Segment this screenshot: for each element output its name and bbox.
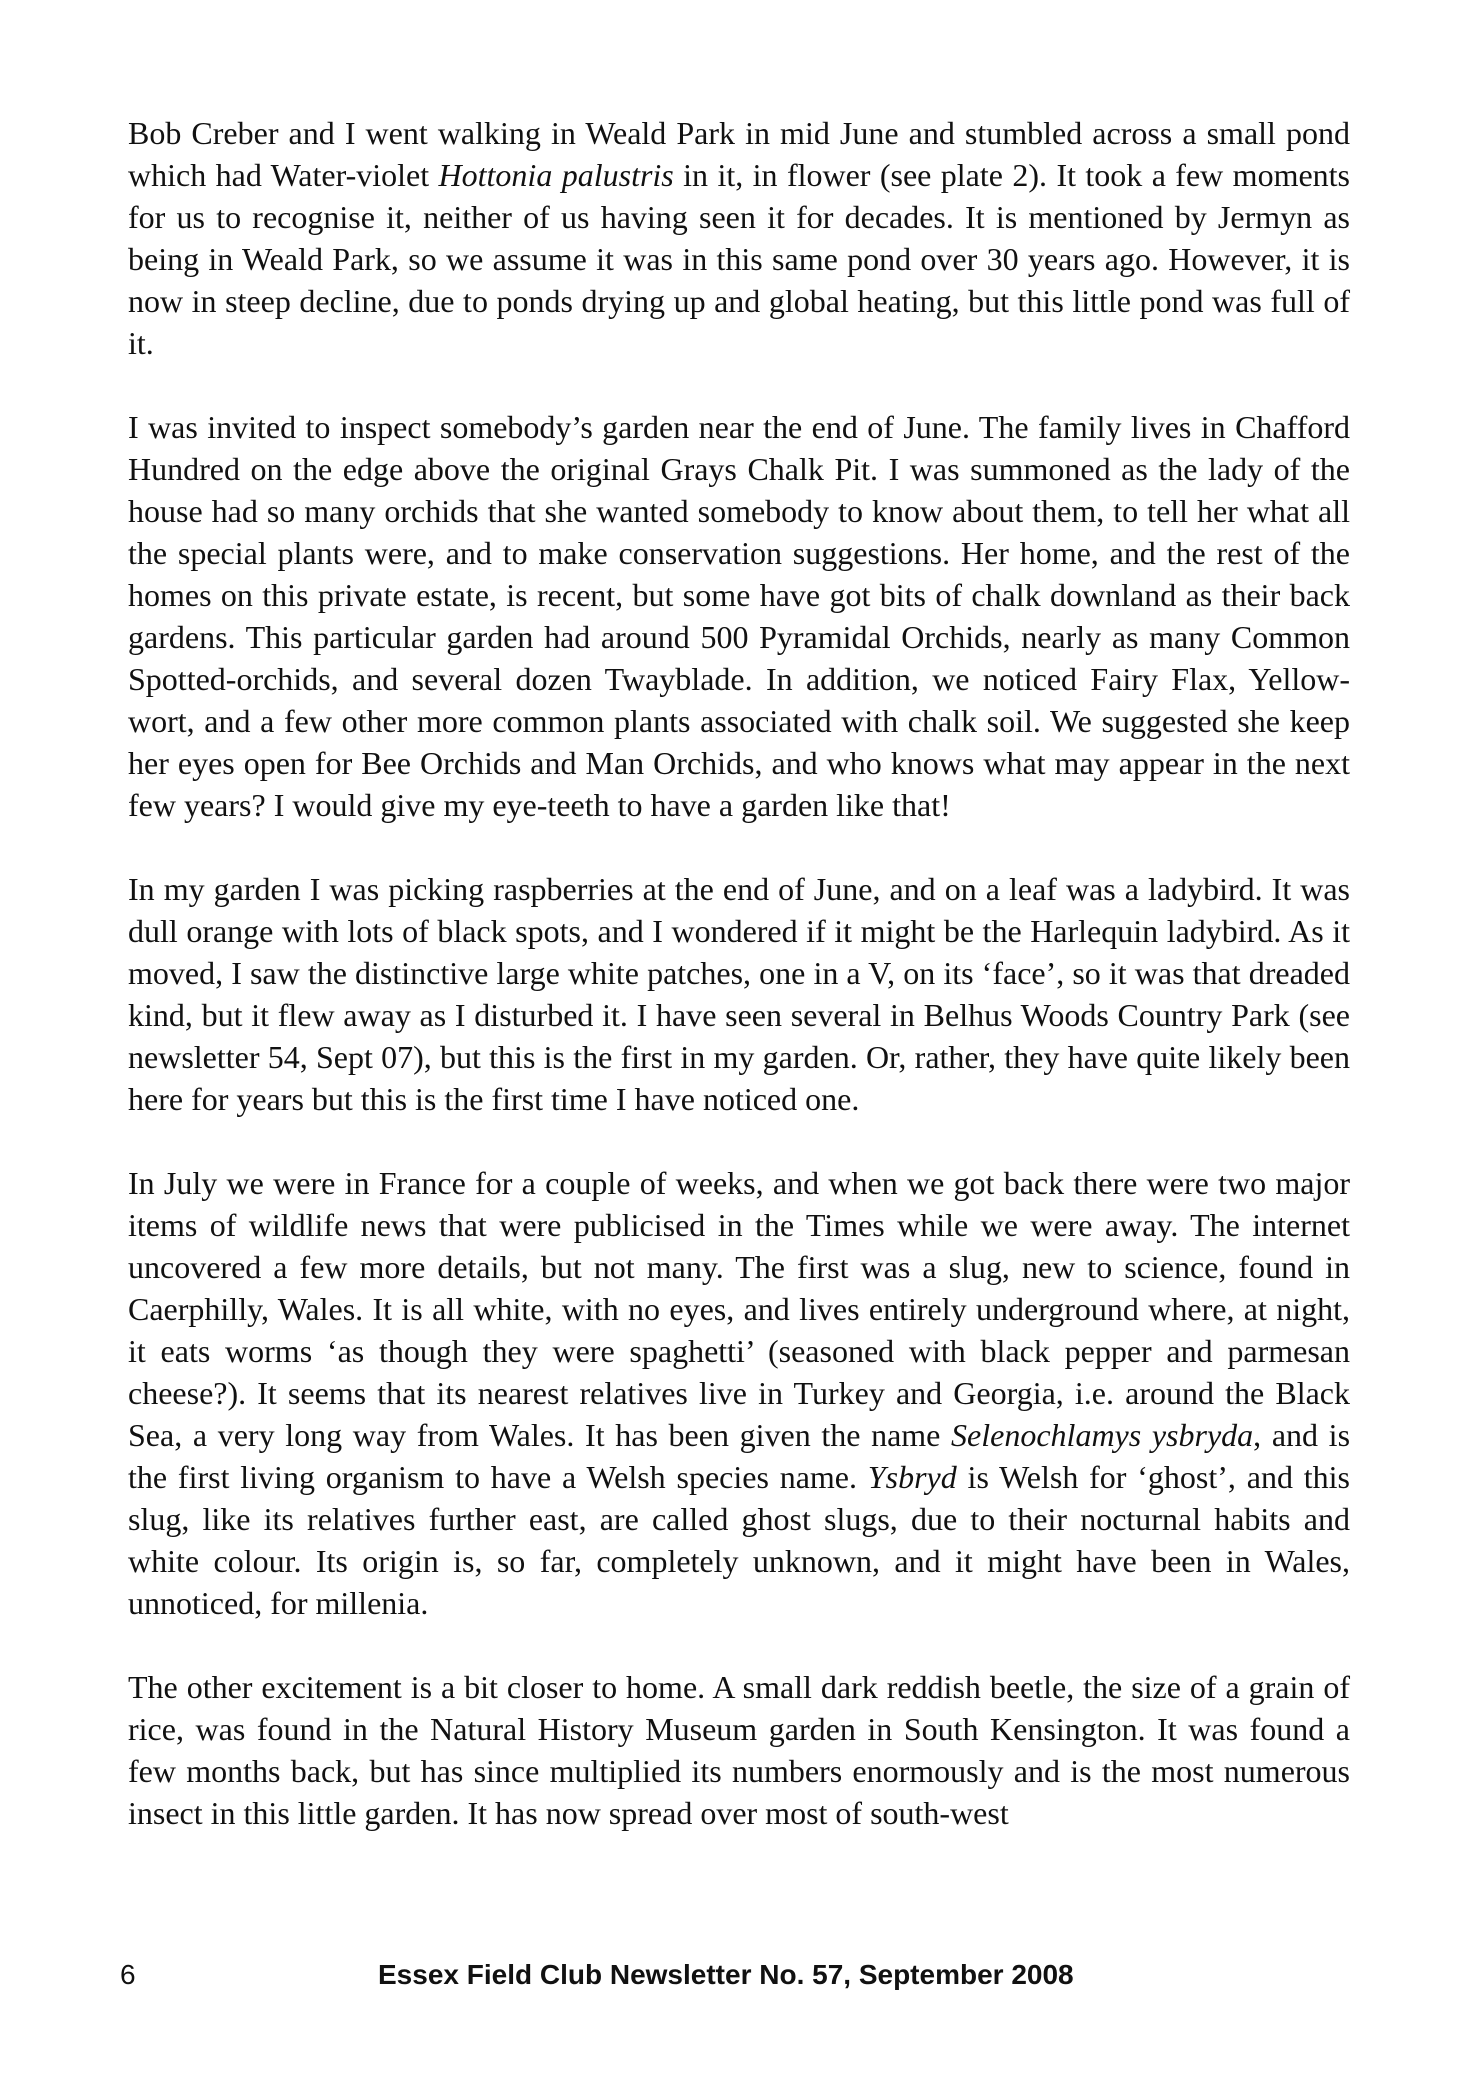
paragraph-harlequin-ladybird: In my garden I was picking raspberries at the end of June, and on a leaf was a ladybird. It was dull orange with lots of black spots, and I wondered if it might be the Harlequin ladybird. As it moved, I saw the distinctive large white patches, one in a V, on its ‘face’, so it was that dreaded kind, but it flew away as I disturbed it. I have seen several in Belhus Woods Country Park (see newsletter 54, Sept 07), but this is the first in my garden. Or, rather, they have quite likely been here for years but this is the first time I have noticed one. [128, 871, 1350, 1117]
paragraph-text: In July we were in France for a couple of weeks, and when we got back there were two major items of wildlife news that were publicised in the Times while we were away. The internet uncovered a few more details, but not many. The first was a slug, new to science, found in Caerphilly, Wales. It is all white, with no eyes, and lives entirely underground where, at night, it eats worms ‘as though they were spaghetti’ (seasoned with black pepper and parmesan cheese?). It seems that its nearest relatives live in Turkey and Georgia, i.e. around the Black Sea, a very long way from Wales. It has been given the name [128, 1165, 1350, 1453]
paragraph-text: in it, in flower (see plate 2). It took a few moments for us to recognise it, neither of us having seen it for decades. It is mentioned by Jermyn as being in Weald Park, so we assume it was in this same pond over 30 years ago. However, it is now in steep decline, due to ponds drying up and global heating, but this little pond was full of it. [128, 157, 1350, 361]
paragraph-water-violet [128, 112, 1350, 364]
paragraph-ghost-slug [128, 1162, 1350, 1624]
page-footer [120, 1955, 1350, 1995]
species-name-italic: Hottonia palustris [438, 157, 674, 193]
species-name-italic: Selenochlamys ysbryda [951, 1417, 1254, 1453]
paragraph-museum-beetle: The other excitement is a bit closer to home. A small dark reddish beetle, the size of a grain of rice, was found in the Natural History Museum garden in South Kensington. It was found a few months back, but has since multiplied its numbers enormously and is the most numerous insect in this little garden. It has now spread over most of south-west [128, 1669, 1350, 1831]
article-body [128, 112, 1350, 1876]
welsh-word-italic: Ysbryd [867, 1459, 957, 1495]
page-number: 6 [120, 1959, 136, 1990]
paragraph-orchid-garden: I was invited to inspect somebody’s garden near the end of June. The family lives in Chafford Hundred on the edge above the original Grays Chalk Pit. I was summoned as the lady of the house had so many orchids that she wanted somebody to know about them, to tell her what all the special plants were, and to make conservation suggestions. Her home, and the rest of the homes on this private estate, is recent, but some have got bits of chalk downland as their back gardens. This particular garden had around 500 Pyramidal Orchids, nearly as many Common Spotted-orchids, and several dozen Twayblade. In addition, we noticed Fairy Flax, Yellow-wort, and a few other more common plants associated with chalk soil. We suggested she keep her eyes open for Bee Orchids and Man Orchids, and who knows what may appear in the next few years? I would give my eye-teeth to have a garden like that! [128, 409, 1350, 823]
newsletter-title: Essex Field Club Newsletter No. 57, September 2008 [378, 1959, 1074, 1990]
paragraph-text: is Welsh for ‘ghost’, and this slug, like its relatives further east, are called ghost slugs, due to their nocturnal habits and white colour. Its origin is, so far, completely unknown, and it might have been in Wales, unnoticed, for millenia. [128, 1459, 1351, 1621]
paragraph-text: Bob Creber and I went walking in Weald Park in mid June and stumbled across a small pond which had Water-violet [128, 115, 1350, 193]
paragraph-text: , and is the first living organism to have a Welsh species name. [128, 1417, 1351, 1495]
